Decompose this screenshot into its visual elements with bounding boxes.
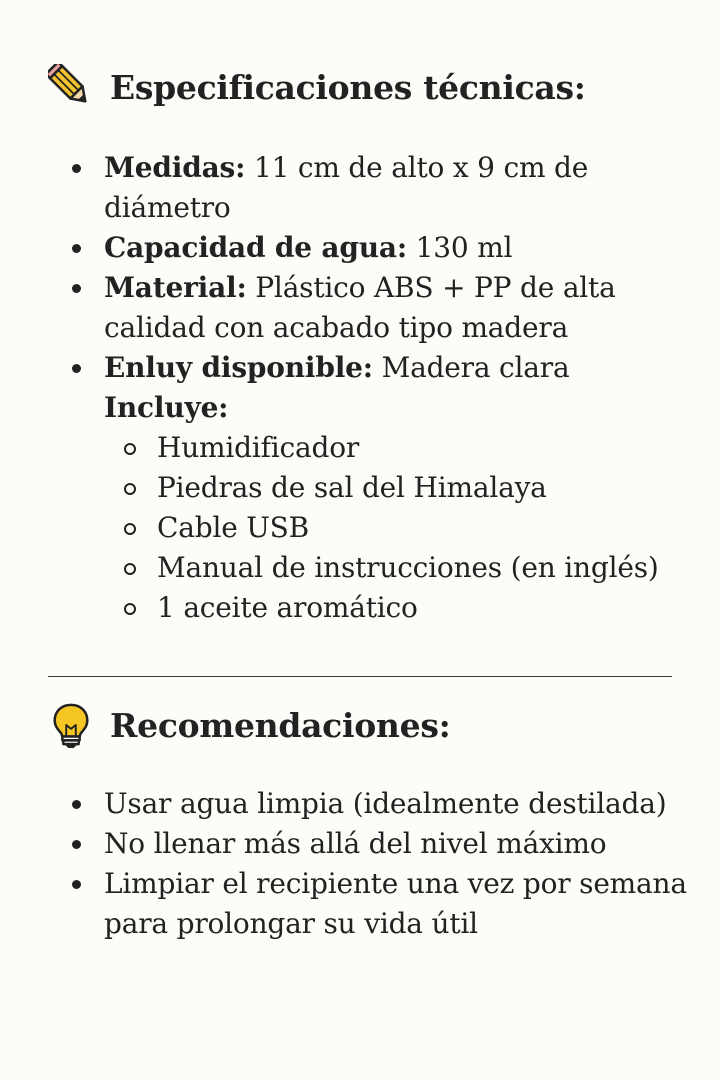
recommendation-item: Usar agua limpia (idealmente destilada) [70,784,690,824]
spec-item-enluy [70,348,690,388]
spec-value: Madera clara [372,351,570,384]
recommendations-heading [48,702,450,748]
spec-label: Material: [104,271,247,304]
includes-item: Cable USB [104,508,690,548]
spec-item-incluye [70,388,690,628]
spec-item-medidas [70,148,690,228]
specs-list [70,148,690,628]
spec-label: Medidas: [104,151,246,184]
includes-label: Incluye: [104,391,229,424]
spec-value: 11 cm de alto x 9 cm de diámetro [104,151,589,224]
pencil-icon [48,64,94,110]
includes-item: 1 aceite aromático [104,588,690,628]
includes-item: Manual de instrucciones (en inglés) [104,548,690,588]
includes-list [104,428,690,628]
recommendation-item: Limpiar el recipiente una vez por semana para prolongar su vida útil [70,864,690,944]
lightbulb-icon [48,702,94,748]
includes-item: Humidificador [104,428,690,468]
recommendation-item: No llenar más allá del nivel máximo [70,824,690,864]
spec-value: Plástico ABS + PP de alta calidad con acabado tipo madera [104,271,616,344]
spec-label: Enluy disponible: [104,351,373,384]
spec-item-material [70,268,690,348]
recommendations-title: Recomendaciones: [110,705,451,745]
specs-title: Especificaciones técnicas: [110,67,586,107]
spec-label: Capacidad de agua: [104,231,407,264]
section-divider [48,676,672,677]
recommendations-list [70,784,690,944]
spec-value: 130 ml [406,231,513,264]
specs-heading [48,64,586,110]
includes-item: Piedras de sal del Himalaya [104,468,690,508]
spec-item-capacidad [70,228,690,268]
